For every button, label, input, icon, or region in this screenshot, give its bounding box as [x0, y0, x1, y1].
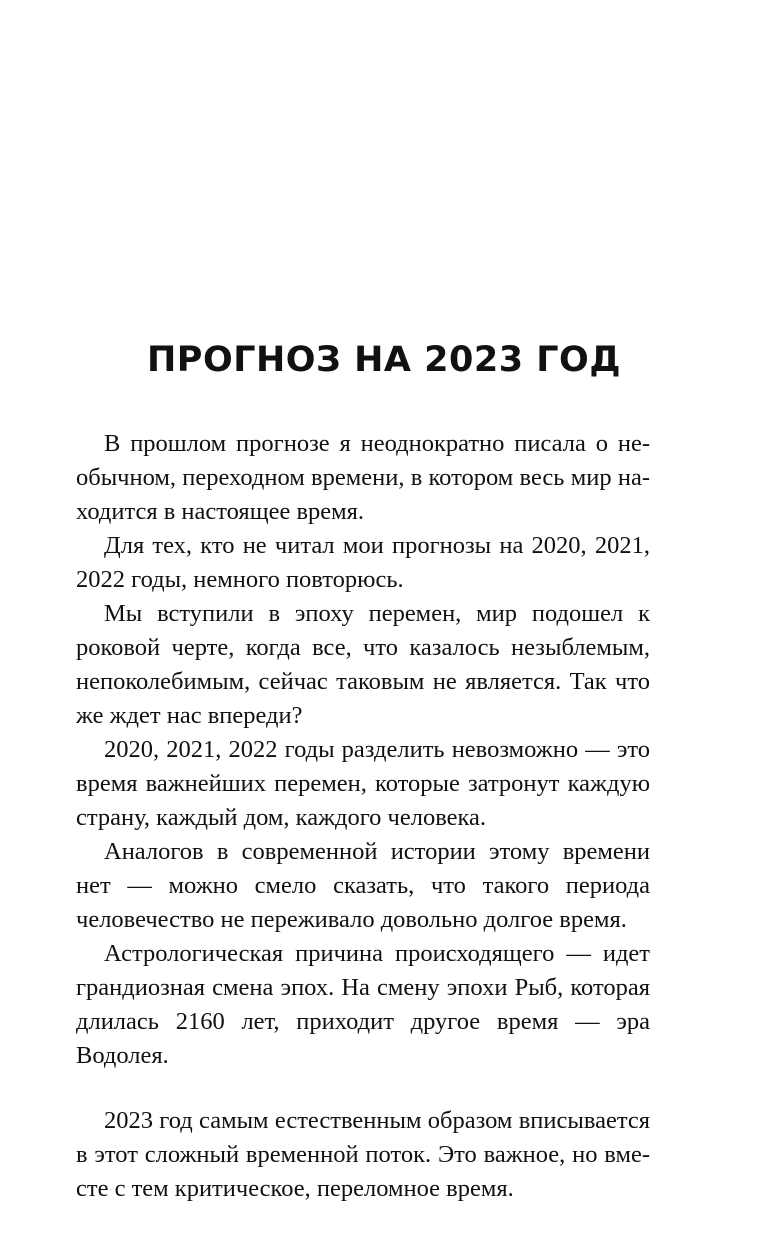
- section-gap: [76, 1073, 650, 1104]
- paragraph-5: Аналогов в современной истории этому времени нет — можно смело сказать, что такого периода человечество не переживало довольно долгое время.: [76, 838, 650, 933]
- paragraph-closing: 2023 год самым естественным образом вписывается в этот сложный временной поток. Это важное, но вместе с тем критическое, переломное время.: [76, 1107, 650, 1202]
- paragraph-2: Для тех, кто не читал мои прогнозы на 2020, 2021, 2022 годы, немного повторюсь.: [76, 532, 650, 593]
- paragraph-6: Астрологическая причина происходящего — идет грандиозная смена эпох. На смену эпохи Рыб, которая длилась 2160 лет, приходит другое время — эра Водолея.: [76, 940, 650, 1069]
- paragraph-1: В прошлом прогнозе я неоднократно писала о необычном, переходном времени, в котором весь мир находится в настоящее время.: [76, 430, 650, 525]
- paragraph-4: 2020, 2021, 2022 годы разделить невозможно — это время важнейших перемен, которые затронут каждую страну, каждый дом, каждого человека.: [76, 736, 650, 831]
- paragraph-3: Мы вступили в эпоху перемен, мир подошел к роковой черте, когда все, что казалось незыблемым, непоколебимым, сейчас таковым не является. Так что же ждет нас впереди?: [76, 600, 650, 729]
- chapter-body: [76, 427, 650, 1206]
- chapter-title: ПРОГНОЗ НА 2023 ГОД: [147, 340, 621, 380]
